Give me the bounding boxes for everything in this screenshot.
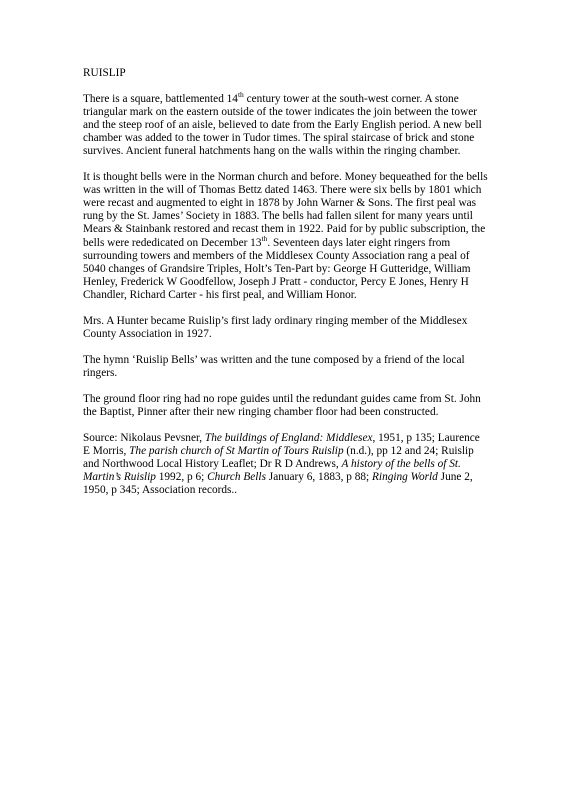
paragraph-bells	[83, 171, 488, 301]
paragraph-tower	[83, 90, 488, 158]
paragraph-bells-text-b: . Seventeen days later eight ringers from surrounding towers and members of the Middlesex County Association rang a peal of 5040 changes of Grandsire Triples, Holt’s Ten-Part by: George H Gutteridge, William Henley, Frederick W Goodfellow, Joseph J Pratt - conductor, Percy E Jones, Henry H Chandler, Richard Carter - his first peal, and William Honor.	[83, 236, 471, 301]
source-title: The buildings of England: Middlesex	[204, 432, 373, 445]
page-title: RUISLIP	[83, 67, 126, 79]
document-page	[83, 67, 488, 510]
source-title: The parish church of St Martin of Tours Ruislip	[129, 445, 344, 458]
paragraph-rope-guides: The ground floor ring had no rope guides until the redundant guides came from St. John the Baptist, Pinner after their new ringing chamber floor had been constructed.	[83, 392, 481, 418]
source-title: Church Bells	[207, 471, 266, 484]
source-text: (n.d.), pp 12 and 24; Ruislip and Northwood Local History Leaflet; Dr R D Andrews,	[83, 445, 474, 471]
ordinal-superscript: th	[261, 233, 268, 243]
source-text: Source: Nikolaus Pevsner,	[83, 432, 205, 445]
paragraph-lady-ringer: Mrs. A Hunter became Ruislip’s first lady ordinary ringing member of the Middlesex County Association in 1927.	[83, 314, 468, 340]
source-title: A history of the bells of St. Martin’s Ruislip	[83, 458, 461, 484]
paragraph-source	[83, 432, 488, 497]
source-text: , 1951, p 135; Laurence E Morris,	[83, 432, 480, 458]
paragraph-tower-text-a: There is a square, battlemented 14	[83, 93, 238, 106]
paragraph-tower-text-b: century tower at the south-west corner. A stone triangular mark on the eastern outside of the tower indicates the join between the tower and the steep roof of an aisle, believed to date from the Early English period. A new bell chamber was added to the tower in Tudor times. The spiral staircase of brick and stone survives. Ancient funeral hatchments hang on the walls within the ringing chamber.	[83, 93, 482, 158]
source-text: 1992, p 6;	[155, 471, 208, 484]
source-text: June 2, 1950, p 345; Association records..	[83, 471, 473, 497]
source-title: Ringing World	[372, 471, 438, 484]
source-text: January 6, 1883, p 88;	[265, 471, 373, 484]
paragraph-bells-text-a: It is thought bells were in the Norman church and before. Money bequeathed for the bells was written in the will of Thomas Bettz dated 1463. There were six bells by 1801 which were recast and augmented to eight in 1878 by John Warner & Sons. The first peal was rung by the St. James’ Society in 1883. The bells had fallen silent for many years until Mears & Stainbank restored and recast them in 1922. Paid for by public subscription, the bells were rededicated on December 13	[83, 171, 488, 249]
paragraph-hymn: The hymn ‘Ruislip Bells’ was written and the tune composed by a friend of the local ringers.	[83, 353, 465, 379]
ordinal-superscript: th	[237, 90, 244, 100]
